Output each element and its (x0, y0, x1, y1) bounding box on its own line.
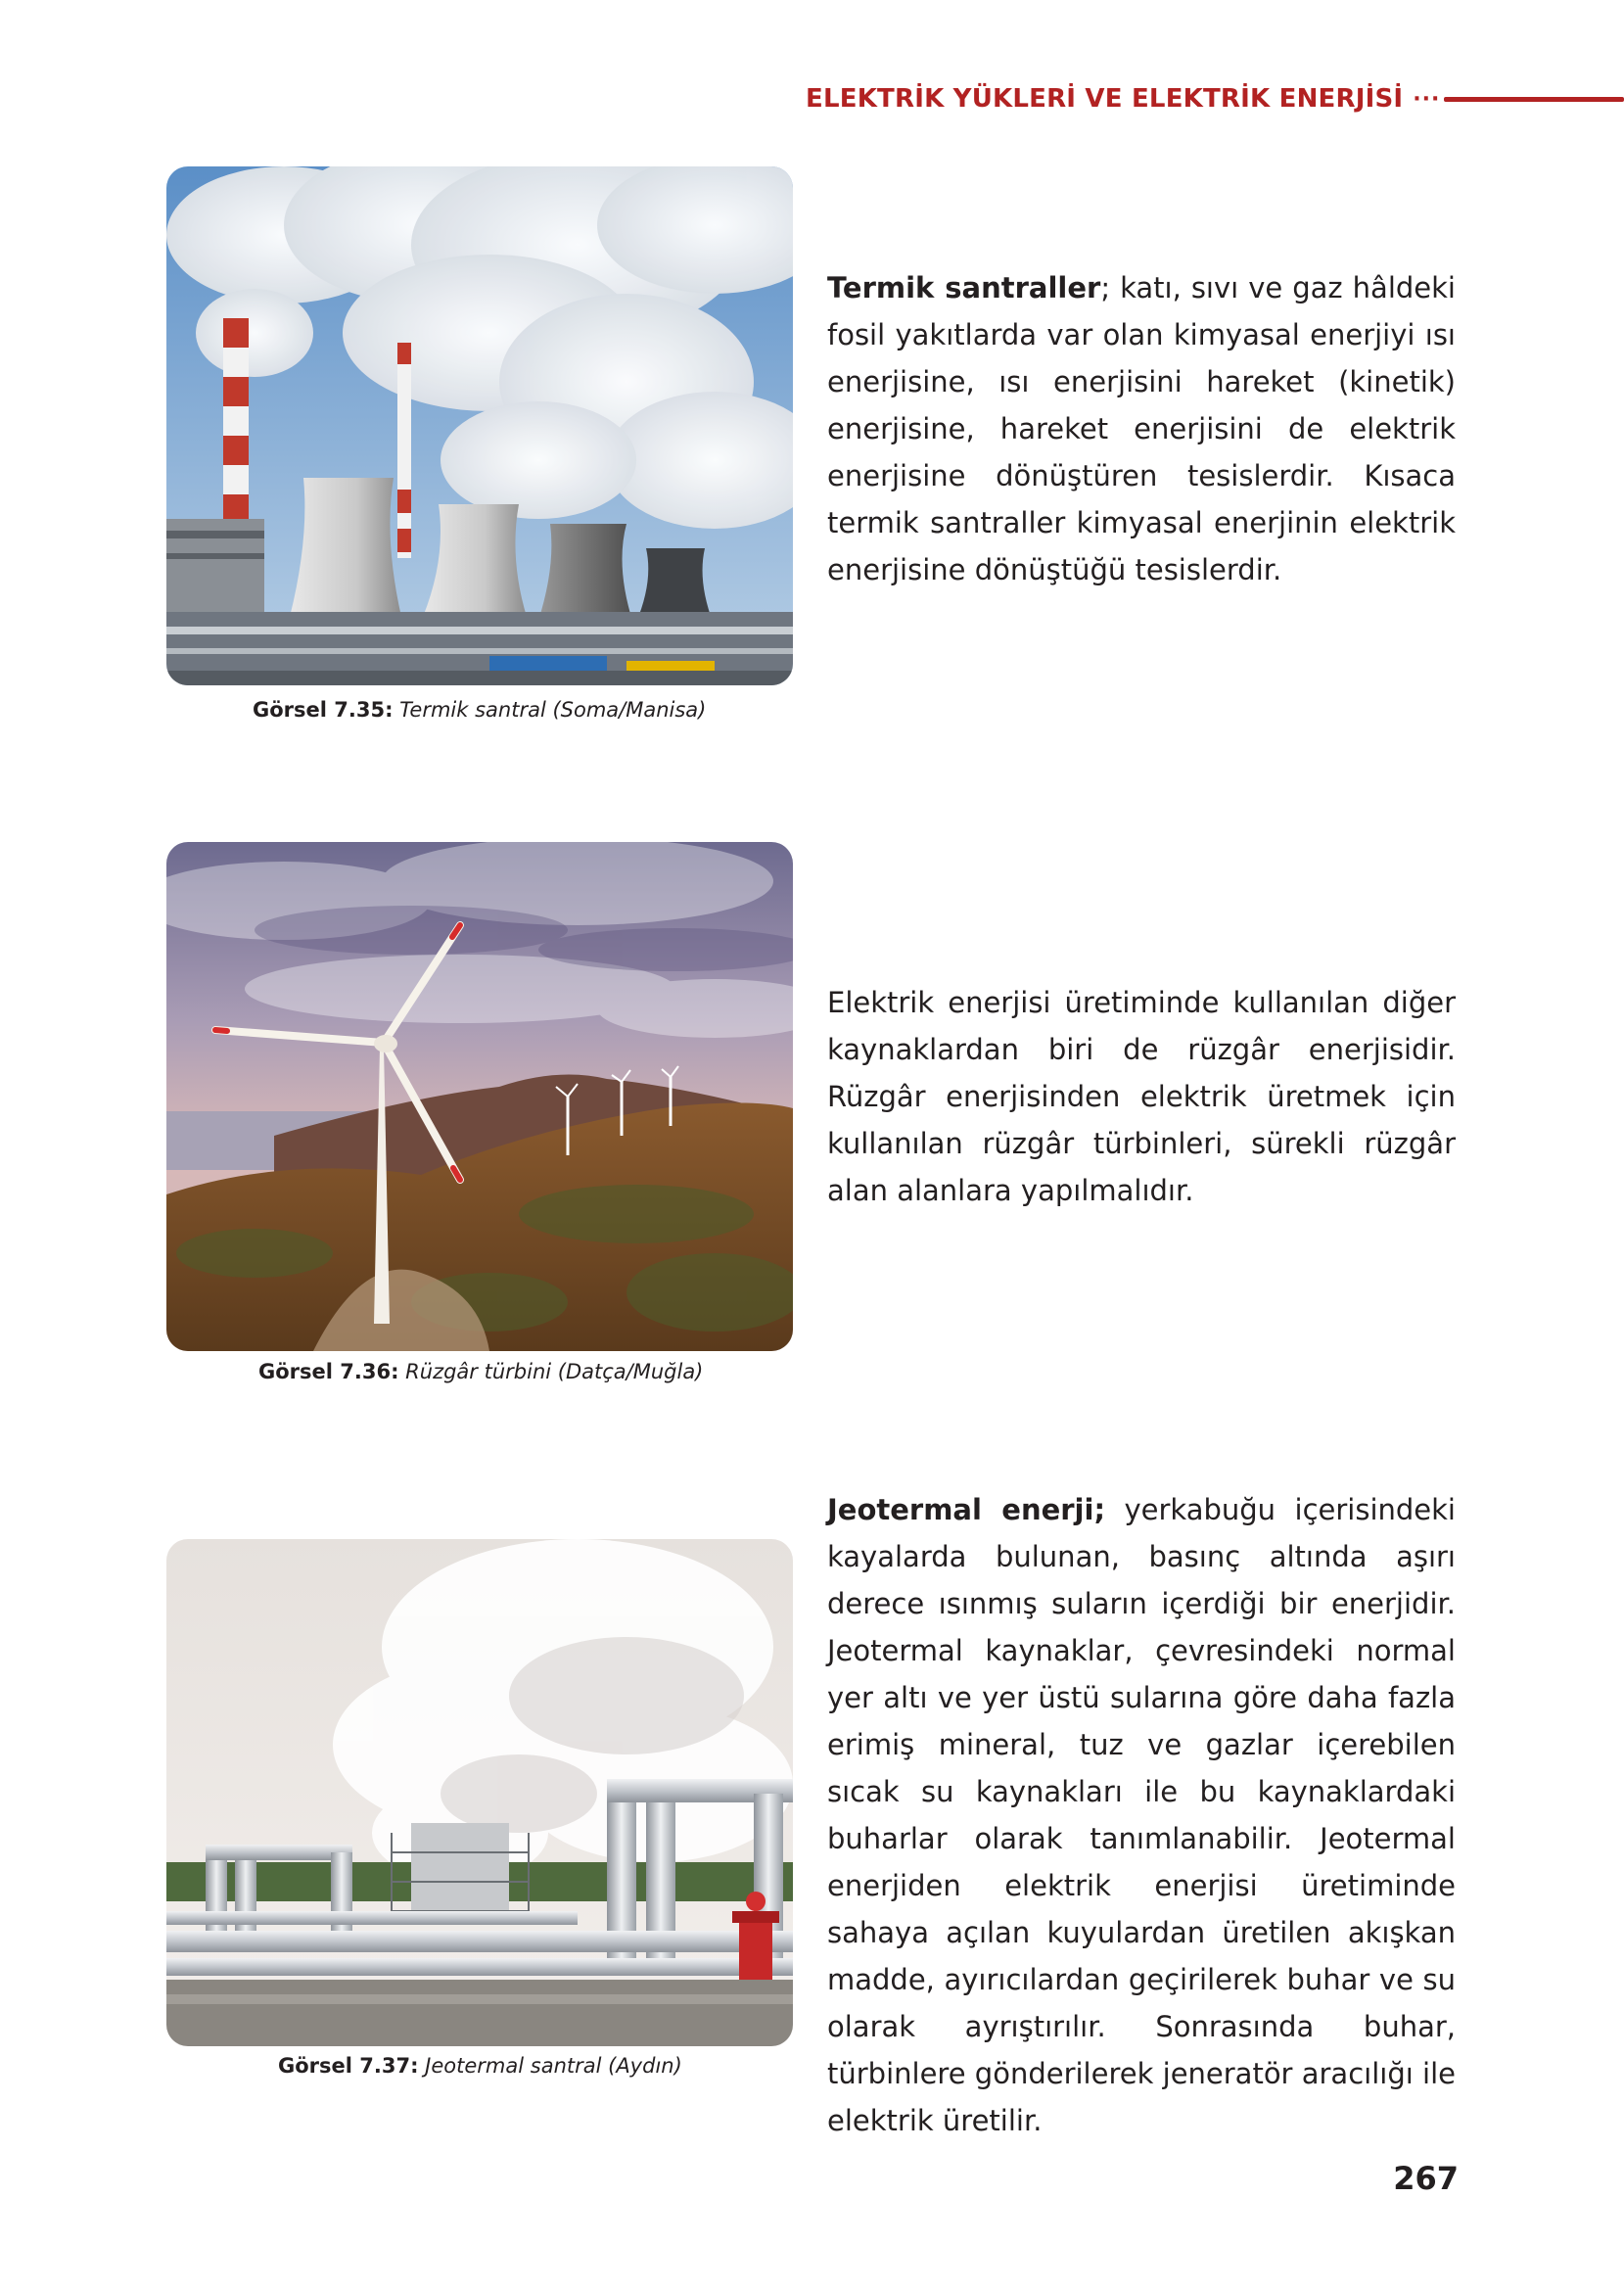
figure-caption-text: Rüzgâr türbini (Datça/Muğla) (405, 1360, 704, 1383)
termik-santral-photo (166, 166, 793, 685)
paragraph-text: ; katı, sıvı ve gaz hâldeki fosil yakıtlarda var olan kimyasal enerjiyi ısı enerjisine, ısı enerjisini hareket (kinetik) enerjisine, hareket enerjisini de elektrik enerjisine dönüştüren tesislerdir. Kısaca termik santraller kimyasal enerjinin elektrik enerjisine dönüştüğü tesislerdir. (827, 271, 1456, 586)
paragraph-termik-santraller (827, 264, 1456, 593)
jeotermal-santral-photo (166, 1539, 793, 2046)
header-rule (1444, 97, 1624, 102)
header-dots: ··· (1413, 86, 1441, 112)
figure-caption-text: Jeotermal santral (Aydın) (425, 2054, 682, 2078)
figure-label: Görsel 7.37: (278, 2054, 419, 2078)
paragraph-ruzgar-enerjisi (827, 979, 1456, 1214)
ruzgar-turbini-photo (166, 842, 793, 1351)
term-jeotermal-enerji: Jeotermal enerji; (827, 1493, 1106, 1526)
figure-caption-7-35 (253, 698, 706, 722)
paragraph-text: Elektrik enerjisi üretiminde kullanılan diğer kaynaklardan biri de rüzgâr enerjisidir. Rüzgâr enerjisinden elektrik üretmek için kullanılan rüzgâr türbinleri, sürekli rüzgâr alan alanlara yapılmalıdır. (827, 986, 1456, 1207)
chapter-title: ELEKTRİK YÜKLERİ VE ELEKTRİK ENERJİSİ (806, 84, 1404, 114)
figure-caption-7-36 (258, 1360, 703, 1383)
running-header (806, 74, 1624, 123)
figure-caption-text: Termik santral (Soma/Manisa) (399, 698, 707, 722)
paragraph-jeotermal-enerji (827, 1486, 1456, 2144)
paragraph-text: yerkabuğu içerisindeki kayalarda bulunan, basınç altında aşırı derece ısınmış suların içerdiği bir enerjidir. Jeotermal kaynaklar, çevresindeki normal yer altı ve yer üstü sularına göre daha fazla erimiş mineral, tuz ve gazlar içerebilen sıcak su kaynakları ile bu kaynaklardaki buharlar olarak tanımlanabilir. Jeotermal enerjiden elektrik enerjisi üretiminde sahaya açılan kuyulardan üretilen akışkan madde, ayırıcılardan geçirilerek buhar ve su olarak ayrıştırılır. Sonrasında buhar, türbinlere gönderilerek jeneratör aracılığı ile elektrik üretilir. (827, 1493, 1456, 2137)
term-termik-santraller: Termik santraller (827, 271, 1101, 304)
figure-label: Görsel 7.35: (253, 698, 394, 722)
figure-caption-7-37 (278, 2054, 682, 2078)
figure-label: Görsel 7.36: (258, 1360, 399, 1383)
page-number: 267 (1393, 2160, 1459, 2197)
